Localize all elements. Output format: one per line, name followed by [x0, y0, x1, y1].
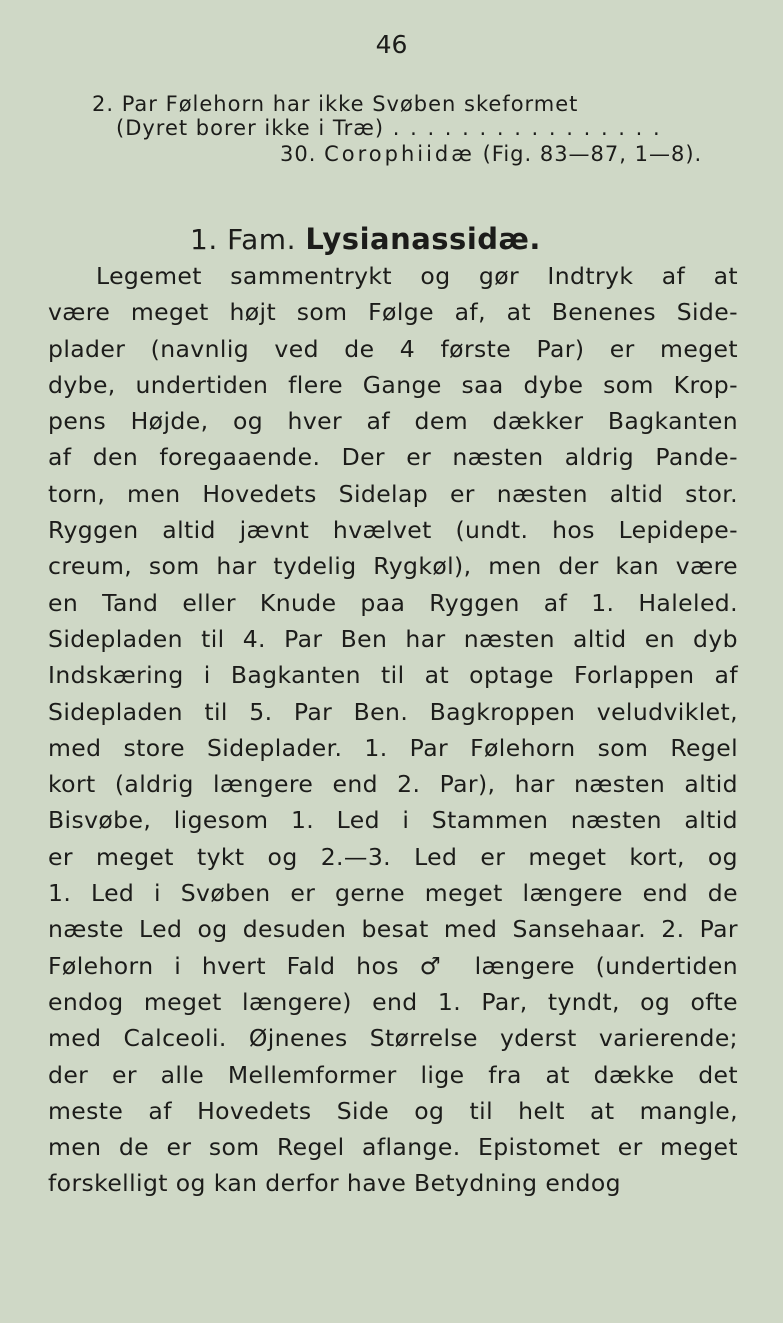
text-line: 1. Led i Svøben er gerne meget længere end de: [48, 879, 738, 908]
text-line: Legemet sammentrykt og gør Indtryk af at: [96, 262, 738, 290]
text-line: Bisvøbe, ligesom 1. Led i Stammen næsten altid: [48, 806, 738, 835]
dot-leader: . . . . . . . . . . . . . . . .: [384, 116, 662, 140]
text-line: pens Højde, og hver af dem dækker Bagkanten: [48, 407, 738, 436]
text-line: creum, som har tydelig Rygkøl), men der kan være: [48, 552, 738, 581]
key-entry-text: (Dyret borer ikke i Træ): [116, 116, 385, 140]
key-figure-ref: (Fig. 83—87, 1—8).: [482, 142, 703, 166]
text-line: Følehorn i hvert Fald hos ♂ længere (undertiden: [48, 951, 738, 980]
family-heading-name: Lysianassidæ.: [305, 222, 541, 256]
text-line: er meget tykt og 2.—3. Led er meget kort, og: [48, 842, 738, 871]
family-heading-prefix: 1. Fam.: [190, 223, 296, 256]
text-line: kort (aldrig længere end 2. Par), har næsten altid: [48, 770, 738, 799]
key-family-name: Corophiidæ: [324, 142, 475, 166]
text-line: være meget højt som Følge af, at Benenes Side-: [48, 298, 738, 327]
text-line: med store Sideplader. 1. Par Følehorn som Regel: [48, 733, 738, 762]
body-text: [48, 258, 738, 1202]
text-line: men de er som Regel aflange. Epistomet er meget: [48, 1133, 738, 1162]
text-line: næste Led og desuden besat med Sansehaar. 2. Par: [48, 915, 738, 944]
text-line: Sidepladen til 4. Par Ben har næsten altid en dyb: [48, 624, 738, 653]
text-line: forskelligt og kan derfor have Betydning endog: [48, 1169, 621, 1198]
text-line: dybe, undertiden flere Gange saa dybe som Krop-: [48, 370, 738, 399]
text-line: endog meget længere) end 1. Par, tyndt, og ofte: [48, 987, 738, 1016]
text-line: en Tand eller Knude paa Ryggen af 1. Haleled.: [48, 588, 738, 617]
key-entry-line-1: 2. Par Følehorn har ikke Svøben skeformet: [92, 92, 579, 116]
text-line: meste af Hovedets Side og til helt at mangle,: [48, 1096, 738, 1125]
family-heading: [190, 222, 541, 256]
text-line: Ryggen altid jævnt hvælvet (undt. hos Lepidepe-: [48, 516, 738, 545]
text-line: Sidepladen til 5. Par Ben. Bagkroppen veludviklet,: [48, 697, 738, 726]
key-entry-line-3: [280, 142, 783, 166]
text-line: Indskæring i Bagkanten til at optage Forlappen af: [48, 661, 738, 690]
text-line: af den foregaaende. Der er næsten aldrig Pande-: [48, 443, 738, 472]
key-family-number: 30.: [280, 142, 317, 166]
page-number: 46: [375, 30, 408, 59]
key-entry-line-2: [116, 116, 783, 140]
text-line: torn, men Hovedets Sidelap er næsten altid stor.: [48, 479, 738, 508]
text-line: plader (navnlig ved de 4 første Par) er meget: [48, 334, 738, 363]
text-line: der er alle Mellemformer lige fra at dække det: [48, 1060, 738, 1089]
text-line: med Calceoli. Øjnenes Størrelse yderst varierende;: [48, 1024, 738, 1053]
